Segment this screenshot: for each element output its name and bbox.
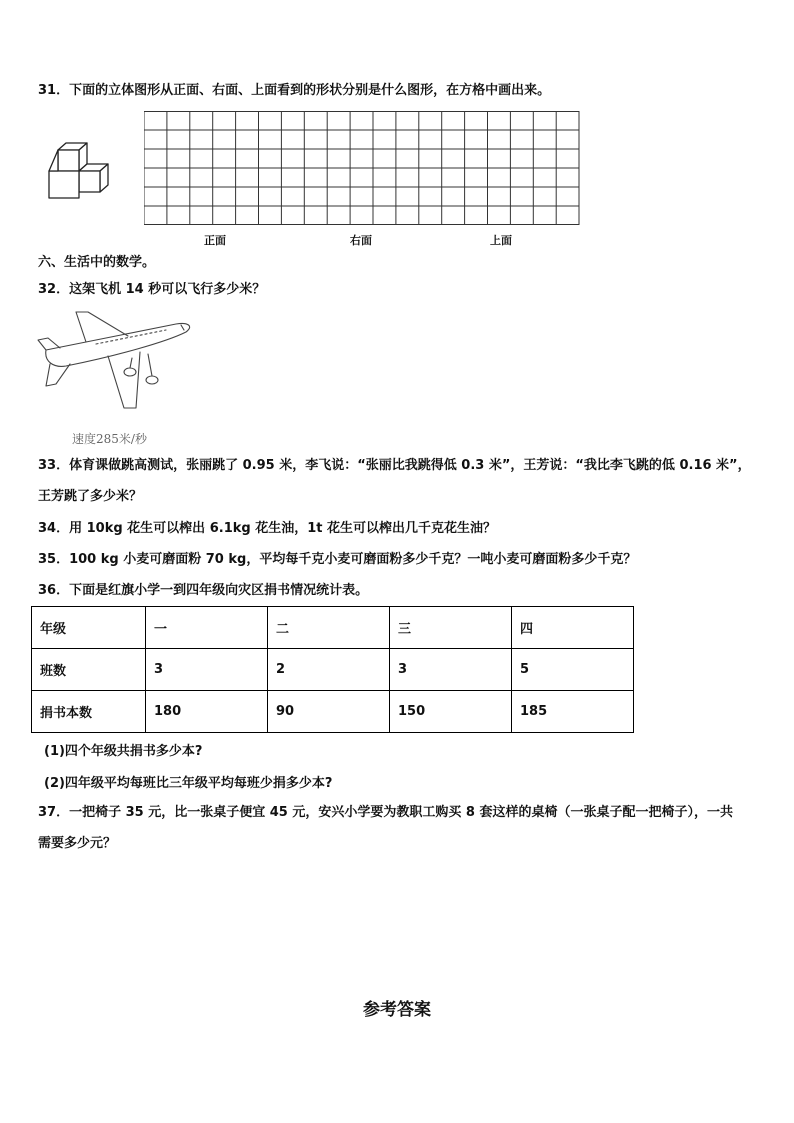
table-cell: 185 [512, 691, 634, 733]
question-37 [38, 797, 760, 859]
question-33 [38, 450, 760, 512]
table-cell: 四 [512, 607, 634, 649]
question-31: 31．下面的立体图形从正面、右面、上面看到的形状分别是什么图形，在方格中画出来。 [38, 83, 551, 98]
table-cell: 150 [390, 691, 512, 733]
airplane-illustration [36, 308, 196, 418]
table-cell: 90 [268, 691, 390, 733]
donation-stats-table [31, 606, 634, 733]
question-33-line-1: 33．体育课做跳高测试，张丽跳了 0.95 米，李飞说：“张丽比我跳得低 0.3 米”，王芳说：“我比李飞跳的低 0.16 米”， [38, 458, 751, 473]
label-front-view: 正面 [204, 234, 226, 247]
table-row [32, 691, 634, 733]
table-cell: 3 [146, 649, 268, 691]
table-cell: 180 [146, 691, 268, 733]
question-34: 34．用 10kg 花生可以榨出 6.1kg 花生油，1t 花生可以榨出几千克花生油？ [38, 521, 497, 536]
section-6-title: 六、生活中的数学。 [38, 255, 156, 270]
table-cell: 班数 [32, 649, 146, 691]
table-cell: 5 [512, 649, 634, 691]
question-37-line-1: 37．一把椅子 35 元，比一张桌子便宜 45 元，安兴小学要为教职工购买 8 套这样的桌椅（一张桌子配一把椅子），一共 [38, 805, 733, 820]
table-cell: 2 [268, 649, 390, 691]
table-row [32, 649, 634, 691]
table-cell: 一 [146, 607, 268, 649]
table-cell: 二 [268, 607, 390, 649]
table-row [32, 607, 634, 649]
table-cell: 年级 [32, 607, 146, 649]
question-36: 36．下面是红旗小学一到四年级向灾区捐书情况统计表。 [38, 583, 369, 598]
label-right-view: 右面 [350, 234, 372, 247]
question-32: 32．这架飞机 14 秒可以飞行多少米？ [38, 282, 266, 297]
speed-caption: 速度285米/秒 [72, 432, 147, 446]
label-top-view: 上面 [490, 234, 512, 247]
table-cell: 3 [390, 649, 512, 691]
question-35: 35．100 kg 小麦可磨面粉 70 kg，平均每千克小麦可磨面粉多少千克？一吨小麦可磨面粉多少千克？ [38, 552, 637, 567]
drawing-grid[interactable] [144, 111, 580, 227]
question-36-part-1: (1)四个年级共捐书多少本? [44, 744, 203, 759]
table-cell: 捐书本数 [32, 691, 146, 733]
question-36-part-2: (2)四年级平均每班比三年级平均每班少捐多少本? [44, 776, 333, 791]
table-cell: 三 [390, 607, 512, 649]
answer-key-title: 参考答案 [363, 1000, 431, 1020]
question-33-line-2: 王芳跳了多少米？ [38, 489, 143, 504]
cube-stack-figure [44, 140, 114, 202]
question-37-line-2: 需要多少元？ [38, 836, 117, 851]
